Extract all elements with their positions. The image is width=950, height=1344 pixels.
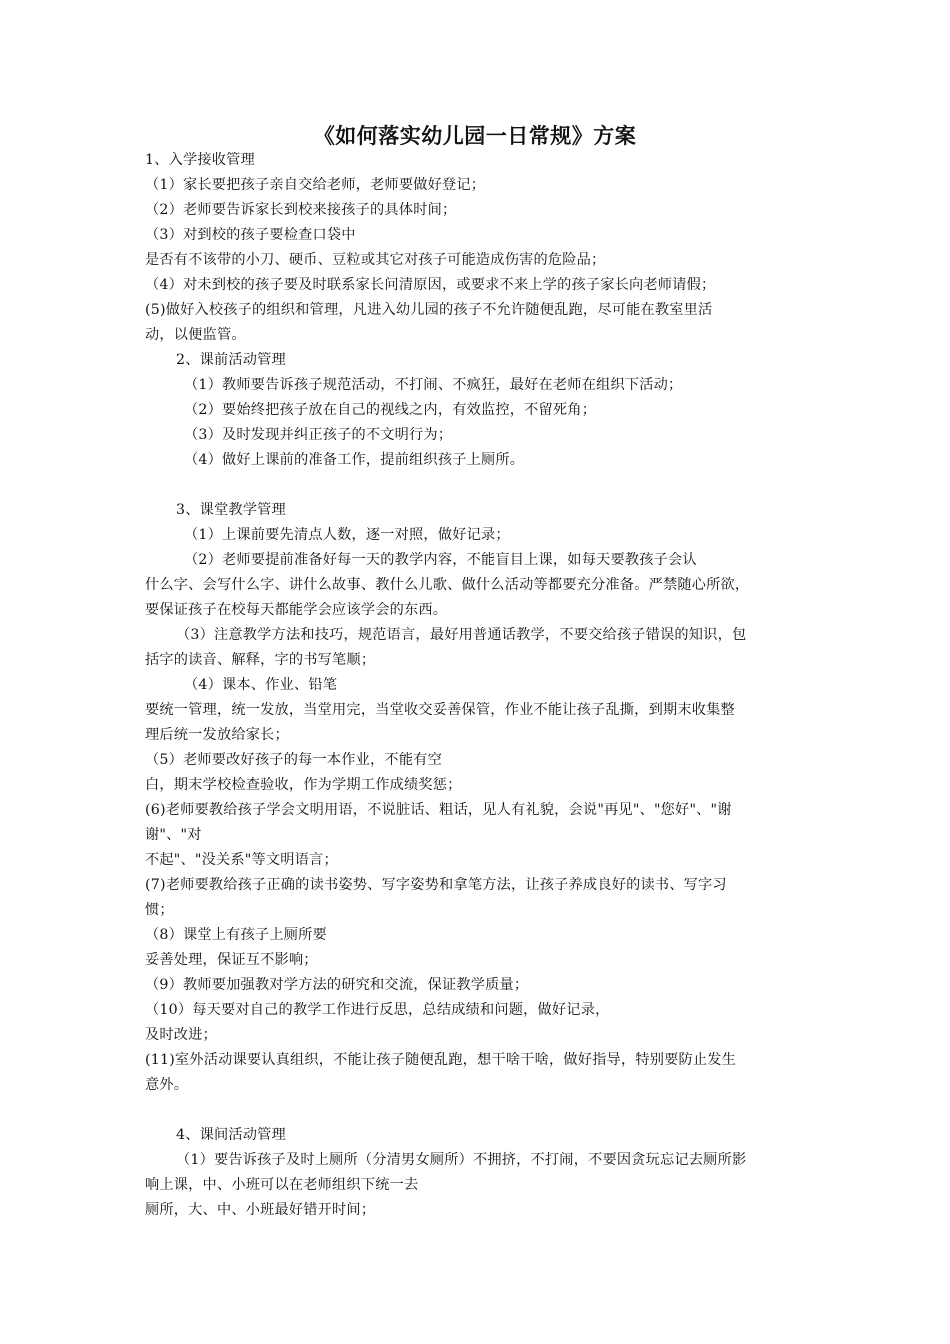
body-line: （1）要告诉孩子及时上厕所（分清男女厕所）不拥挤，不打闹，不要因贪玩忘记去厕所影 [176, 1152, 747, 1168]
body-line: 厕所，大、中、小班最好错开时间； [145, 1202, 376, 1218]
body-line: （2）要始终把孩子放在自己的视线之内，有效监控，不留死角； [184, 402, 597, 418]
body-line: 意外。 [145, 1077, 189, 1093]
section-heading: 3、课堂教学管理 [176, 502, 286, 518]
body-line: （2）老师要告诉家长到校来接孩子的具体时间； [145, 202, 457, 218]
body-line: (5)做好入校孩子的组织和管理，凡进入幼儿园的孩子不允许随便乱跑，尽可能在教室里活 [145, 302, 713, 318]
body-line: 响上课，中、小班可以在老师组织下统一去 [145, 1177, 419, 1193]
body-line: (11)室外活动课要认真组织，不能让孩子随便乱跑，想干啥干啥，做好指导，特别要防止发生 [145, 1052, 737, 1068]
body-line: 理后统一发放给家长； [145, 727, 289, 743]
body-line: 及时改进； [145, 1027, 217, 1043]
body-line: 要统一管理，统一发放，当堂用完，当堂收交妥善保管，作业不能让孩子乱撕，到期末收集整 [145, 702, 735, 718]
body-line: 动，以便监管。 [145, 327, 246, 343]
body-line: （3）注意教学方法和技巧，规范语言，最好用普通话教学，不要交给孩子错误的知识，包 [176, 627, 747, 643]
body-line: 白，期末学校检查验收，作为学期工作成绩奖惩； [145, 777, 462, 793]
body-line: （1）上课前要先清点人数，逐一对照，做好记录； [184, 527, 510, 543]
body-line: 谢"、"对 [145, 827, 202, 843]
body-line: 要保证孩子在校每天都能学会应该学会的东西。 [145, 602, 448, 618]
body-line: （1）家长要把孩子亲自交给老师，老师要做好登记； [145, 177, 486, 193]
section-heading: 4、课间活动管理 [176, 1127, 286, 1143]
section-heading: 1、入学接收管理 [145, 152, 255, 168]
body-line: 是否有不该带的小刀、硬币、豆粒或其它对孩子可能造成伤害的危险品； [145, 252, 606, 268]
body-line: 惯； [145, 902, 174, 918]
body-line: （8）课堂上有孩子上厕所要 [145, 927, 327, 943]
body-line: （4）课本、作业、铅笔 [184, 677, 338, 693]
body-line: （5）老师要改好孩子的每一本作业，不能有空 [145, 752, 442, 768]
body-line: （3）对到校的孩子要检查口袋中 [145, 227, 356, 243]
document-title: 《如何落实幼儿园一日常规》方案 [313, 124, 637, 148]
body-line: 不起"、"没关系"等文明语言； [145, 852, 338, 868]
body-line: 什么字、会写什么字、讲什么故事、教什么儿歌、做什么活动等都要充分准备。严禁随心所欲， [145, 577, 750, 593]
body-line: （9）教师要加强教对学方法的研究和交流，保证教学质量； [145, 977, 529, 993]
body-line: 妥善处理，保证互不影响； [145, 952, 318, 968]
body-line: （4）对未到校的孩子要及时联系家长问清原因，或要求不来上学的孩子家长向老师请假； [145, 277, 716, 293]
body-line: (6)老师要教给孩子学会文明用语，不说脏话、粗话，见人有礼貌，会说"再见"、"您好"、"谢 [145, 802, 732, 818]
body-line: （4）做好上课前的准备工作，提前组织孩子上厕所。 [184, 452, 525, 468]
body-line: （10）每天要对自己的教学工作进行反思，总结成绩和问题，做好记录， [145, 1002, 610, 1018]
body-line: (7)老师要教给孩子正确的读书姿势、写字姿势和拿笔方法，让孩子养成良好的读书、写字习 [145, 877, 727, 893]
body-line: （1）教师要告诉孩子规范活动，不打闹、不疯狂，最好在老师在组织下活动； [184, 377, 683, 393]
body-line: 括字的读音、解释，字的书写笔顺； [145, 652, 376, 668]
section-heading: 2、课前活动管理 [176, 352, 286, 368]
body-line: （2）老师要提前准备好每一天的教学内容，不能盲目上课，如每天要教孩子会认 [184, 552, 697, 568]
body-line: （3）及时发现并纠正孩子的不文明行为； [184, 427, 453, 443]
